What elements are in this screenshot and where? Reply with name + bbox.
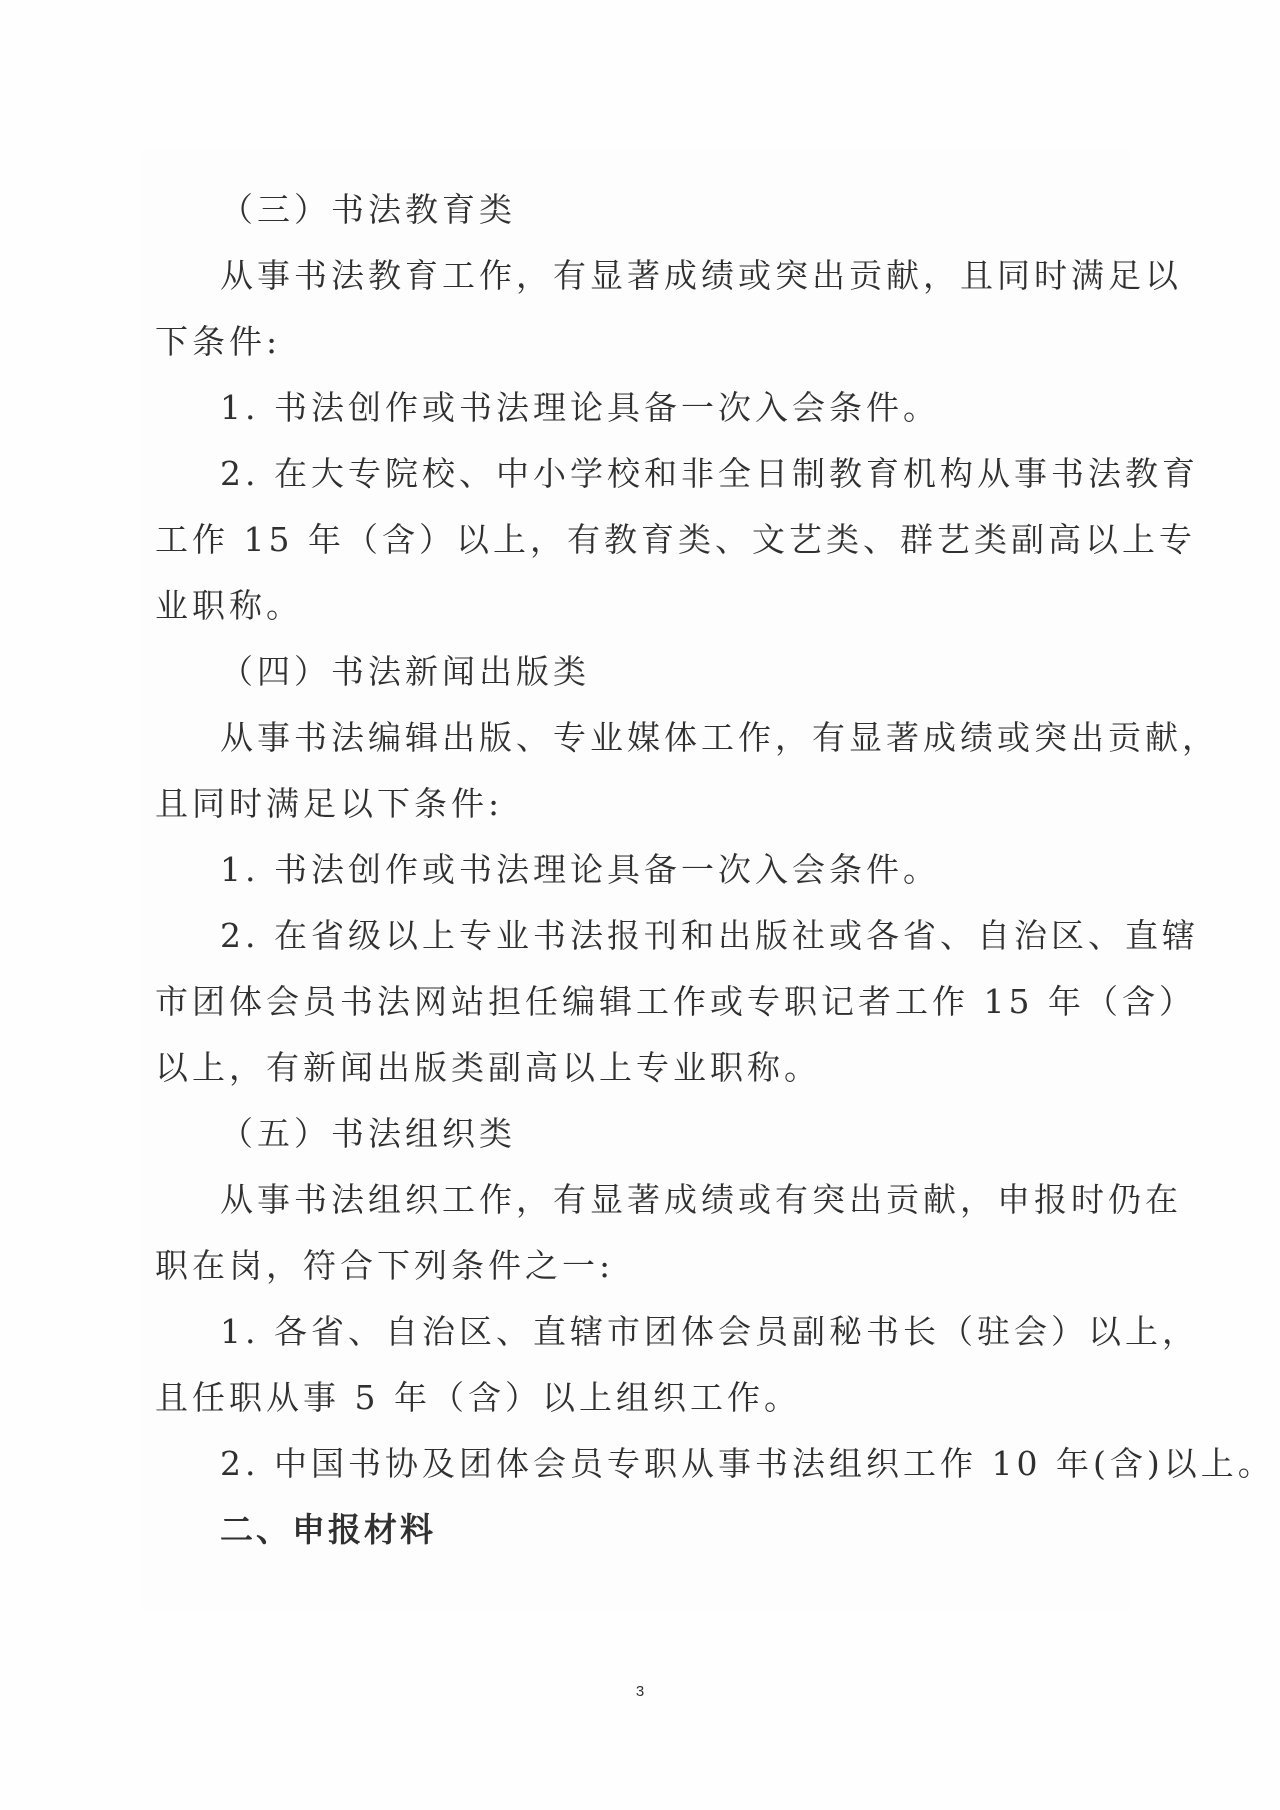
paragraph-line: 且任职从事 5 年（含）以上组织工作。 <box>155 1378 801 1417</box>
paragraph-line: 1. 各省、自治区、直辖市团体会员副秘书长（驻会）以上， <box>220 1312 1199 1351</box>
paragraph-line: 2. 中国书协及团体会员专职从事书法组织工作 10 年(含)以上。 <box>220 1444 1275 1483</box>
paragraph-line: 从事书法组织工作，有显著成绩或有突出贡献，申报时仍在 <box>220 1180 1182 1219</box>
paragraph-line: 1. 书法创作或书法理论具备一次入会条件。 <box>220 850 940 889</box>
paragraph-line: 2. 在大专院校、中小学校和非全日制教育机构从事书法教育 <box>220 454 1199 493</box>
page-number: 3 <box>635 1683 645 1700</box>
paragraph-line: 从事书法教育工作，有显著成绩或突出贡献，且同时满足以 <box>220 256 1182 295</box>
heading-news-publishing: （四）书法新闻出版类 <box>220 652 590 691</box>
heading-application-materials: 二、申报材料 <box>220 1510 436 1549</box>
heading-organization: （五）书法组织类 <box>220 1114 516 1153</box>
paragraph-line: 下条件: <box>155 322 282 361</box>
heading-education: （三）书法教育类 <box>220 190 516 229</box>
paragraph-line: 2. 在省级以上专业书法报刊和出版社或各省、自治区、直辖 <box>220 916 1199 955</box>
paragraph-line: 从事书法编辑出版、专业媒体工作，有显著成绩或突出贡献， <box>220 718 1219 757</box>
scanned-text-area <box>140 150 1275 1610</box>
paragraph-line: 以上，有新闻出版类副高以上专业职称。 <box>155 1048 821 1087</box>
paragraph-line: 职在岗，符合下列条件之一: <box>155 1246 615 1285</box>
paragraph-line: 1. 书法创作或书法理论具备一次入会条件。 <box>220 388 940 427</box>
paragraph-line: 市团体会员书法网站担任编辑工作或专职记者工作 15 年（含） <box>155 982 1196 1021</box>
paragraph-line: 业职称。 <box>155 586 303 625</box>
paragraph-line: 且同时满足以下条件: <box>155 784 504 823</box>
paragraph-line: 工作 15 年（含）以上，有教育类、文艺类、群艺类副高以上专 <box>155 520 1196 559</box>
